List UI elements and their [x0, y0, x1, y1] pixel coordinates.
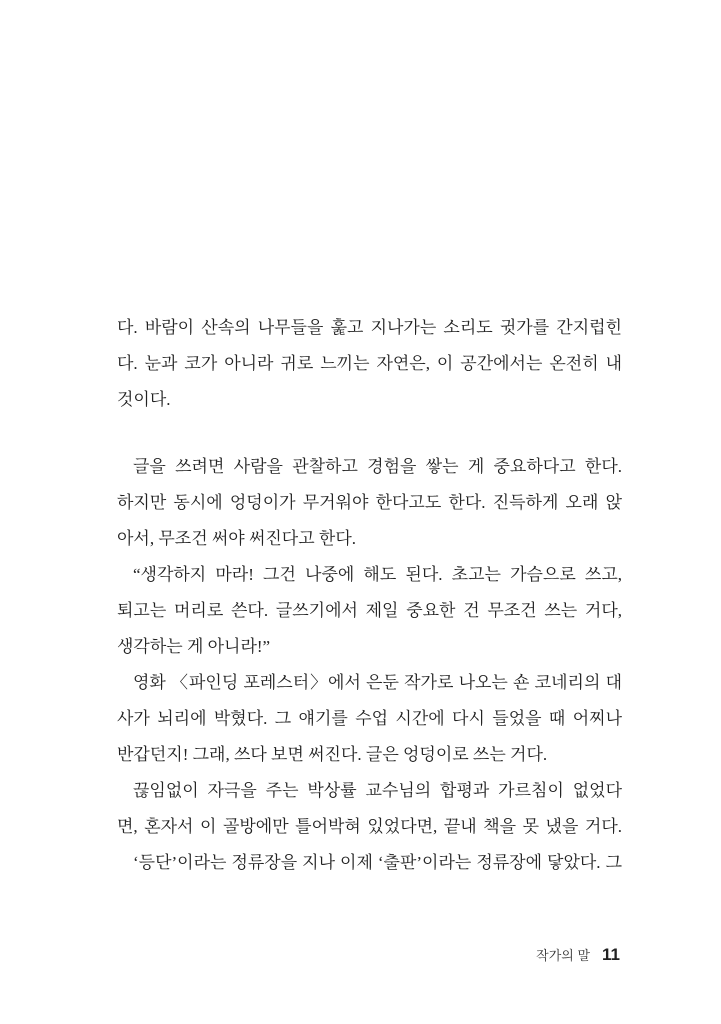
page-footer: [536, 945, 620, 965]
text-line: 글을 쓰려면 사람을 관찰하고 경험을 쌓는 게 중요하다고 한다.: [133, 457, 622, 476]
text-line: 다. 바람이 산속의 나무들을 훑고 지나가는 소리도 귓가를 간지럽힌: [117, 318, 622, 337]
text-line: 영화 〈파인딩 포레스터〉에서 은둔 작가로 나오는 숀 코네리의 대: [133, 673, 622, 692]
text-line: 반갑던지! 그래, 쓰다 보면 써진다. 글은 엉덩이로 쓰는 거다.: [117, 745, 548, 764]
text-line: 사가 뇌리에 박혔다. 그 얘기를 수업 시간에 다시 들었을 때 어찌나: [117, 709, 622, 728]
text-line: 생각하는 게 아니라!”: [117, 637, 271, 656]
text-line: 하지만 동시에 엉덩이가 무거워야 한다고도 한다. 진득하게 오래 앉: [117, 493, 622, 512]
text-line: ‘등단’이라는 정류장을 지나 이제 ‘출판’이라는 정류장에 닿았다. 그: [133, 853, 622, 872]
text-line: 퇴고는 머리로 쓴다. 글쓰기에서 제일 중요한 건 무조건 쓰는 거다,: [117, 601, 622, 620]
section-title: 작가의 말: [536, 948, 591, 963]
text-line: “생각하지 마라! 그건 나중에 해도 된다. 초고는 가슴으로 쓰고,: [133, 565, 622, 584]
text-line: 아서, 무조건 써야 써진다고 한다.: [117, 529, 356, 548]
page-number: 11: [602, 945, 620, 964]
text-line: 것이다.: [117, 390, 171, 409]
text-line: 끊임없이 자극을 주는 박상률 교수님의 합평과 가르침이 없었다: [133, 781, 622, 800]
text-line: 면, 혼자서 이 골방에만 틀어박혀 있었다면, 끝내 책을 못 냈을 거다.: [117, 817, 622, 836]
text-line: 다. 눈과 코가 아니라 귀로 느끼는 자연은, 이 공간에서는 온전히 내: [117, 354, 622, 373]
